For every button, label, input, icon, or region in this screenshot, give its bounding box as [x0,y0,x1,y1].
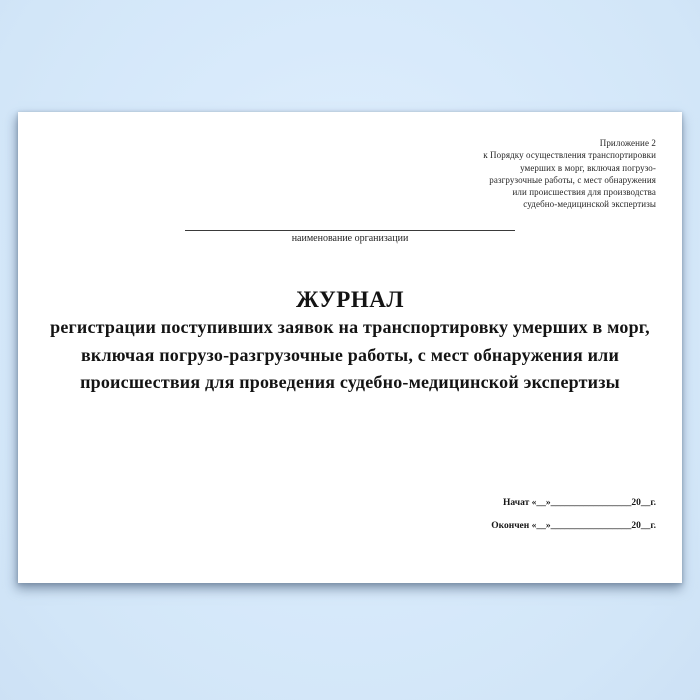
appendix-line: судебно-медицинской экспертизы [523,199,656,210]
organization-caption: наименование организации [291,233,409,244]
appendix-note [396,137,656,211]
appendix-line: Приложение 2 [599,138,656,148]
organization-fill-in-line [185,218,515,231]
date-finished-line: Окончен «__»_________________20__г. [491,521,656,531]
appendix-line: разгрузочные работы, с мест обнаружения [489,174,656,185]
journal-title-block [38,286,662,397]
appendix-line: к Порядку осуществления транспортировки [483,150,656,161]
journal-subtitle-line: регистрации поступивших заявок на транспортировку умерших в морг, [50,317,650,337]
appendix-line: или происшествия для производства [512,187,656,198]
appendix-line: умерших в морг, включая погрузо- [520,162,656,173]
organization-block [18,218,682,244]
journal-cover-page [18,112,682,583]
dates-block [491,492,656,538]
journal-subtitle-line: включая погрузо-разгрузочные работы, с мест обнаружения или [80,344,620,365]
date-started-line: Начат «__»_________________20__г. [502,498,656,508]
journal-title: ЖУРНАЛ [296,287,404,312]
journal-subtitle-line: происшествия для проведения судебно-медицинской экспертизы [80,372,620,392]
